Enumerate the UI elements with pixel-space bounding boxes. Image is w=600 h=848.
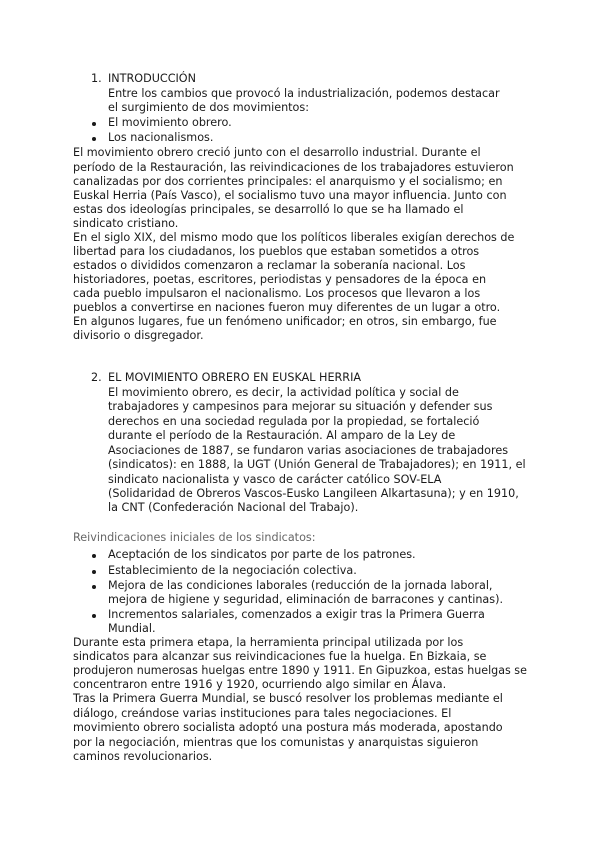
paragraph-line: libertad para los ciudadanos, los pueblos que estaban sometidos a otros — [73, 245, 480, 258]
bullet-item-continued: mejora de higiene y seguridad, eliminación de barracones y cantinas). — [108, 593, 504, 606]
bullet-dot — [92, 137, 96, 141]
paragraph-line: trabajadores y campesinos para mejorar su situación y defender sus — [108, 400, 493, 413]
paragraph-line: El movimiento obrero creció junto con el desarrollo industrial. Durante el — [73, 146, 481, 159]
paragraph-line: (Solidaridad de Obreros Vascos-Eusko Langileen Alkartasuna); y en 1910, — [108, 487, 519, 500]
paragraph-line: produjeron numerosas huelgas entre 1890 y 1911. En Gipuzkoa, estas huelgas se — [73, 664, 527, 677]
paragraph-line: Tras la Primera Guerra Mundial, se buscó resolver los problemas mediante el — [73, 692, 503, 705]
paragraph-line: período de la Restauración, las reivindicaciones de los trabajadores estuvieron — [73, 161, 514, 174]
paragraph-line: estas dos ideologías principales, se desarrolló lo que se ha llamado el — [73, 203, 464, 216]
bullet-dot — [92, 122, 96, 126]
paragraph-line: por la negociación, mientras que los comunistas y anarquistas siguieron — [73, 736, 479, 749]
paragraph-line: diálogo, creándose varias instituciones para tales negociaciones. El — [73, 707, 452, 720]
paragraph-line: sindicato nacionalista y vasco de carácter católico SOV-ELA — [108, 473, 442, 486]
paragraph-line: El movimiento obrero, es decir, la actividad política y social de — [108, 386, 459, 399]
paragraph-line: derechos en una sociedad regulada por la propiedad, se fortaleció — [108, 415, 480, 428]
section-1-heading: INTRODUCCIÓN — [108, 72, 196, 85]
paragraph-line: Euskal Herria (País Vasco), el socialismo tuvo una mayor influencia. Junto con — [73, 189, 507, 202]
paragraph-line: sindicatos para alcanzar sus reivindicaciones fue la huelga. En Bizkaia, se — [73, 650, 487, 663]
paragraph-line: durante el período de la Restauración. Al amparo de la Ley de — [108, 429, 456, 442]
section-1-number: 1. — [91, 72, 102, 85]
paragraph-line: movimiento obrero socialista adoptó una postura más moderada, apostando — [73, 721, 503, 734]
bullet-item: Mejora de las condiciones laborales (reducción de la jornada laboral, — [108, 579, 493, 592]
bullet-dot — [92, 585, 96, 589]
paragraph-line: concentraron entre 1916 y 1920, ocurriendo algo similar en Álava. — [73, 678, 447, 691]
bullet-item: Incrementos salariales, comenzados a exigir tras la Primera Guerra — [108, 608, 485, 621]
bullet-dot — [92, 554, 96, 558]
paragraph-line: sindicato cristiano. — [73, 217, 179, 230]
paragraph-line: pueblos a convertirse en naciones fueron muy diferentes de un lugar a otro. — [73, 301, 501, 314]
paragraph-line: En el siglo XIX, del mismo modo que los políticos liberales exigían derechos de — [73, 231, 515, 244]
paragraph-line: cada pueblo impulsaron el nacionalismo. Los procesos que llevaron a los — [73, 287, 481, 300]
intro-line: el surgimiento de dos movimientos: — [108, 101, 309, 114]
bullet-item-continued: Mundial. — [108, 622, 156, 635]
paragraph-line: historiadores, poetas, escritores, periodistas y pensadores de la época en — [73, 273, 487, 286]
bullet-dot — [92, 614, 96, 618]
bullet-item: Aceptación de los sindicatos por parte de los patrones. — [108, 548, 416, 561]
paragraph-line: divisorio o disgregador. — [73, 329, 204, 342]
bullet-item: Establecimiento de la negociación colectiva. — [108, 564, 357, 577]
bullet-item: Los nacionalismos. — [108, 131, 214, 144]
paragraph-line: estados o divididos comenzaron a reclamar la soberanía nacional. Los — [73, 259, 466, 272]
section-2-number: 2. — [91, 371, 102, 384]
paragraph-line: En algunos lugares, fue un fenómeno unificador; en otros, sin embargo, fue — [73, 315, 497, 328]
section-2-heading: EL MOVIMIENTO OBRERO EN EUSKAL HERRIA — [108, 371, 362, 384]
paragraph-line: Asociaciones de 1887, se fundaron varias asociaciones de trabajadores — [108, 444, 509, 457]
paragraph-line: caminos revolucionarios. — [73, 750, 213, 763]
subheading: Reivindicaciones iniciales de los sindicatos: — [73, 531, 316, 544]
bullet-dot — [92, 570, 96, 574]
paragraph-line: la CNT (Confederación Nacional del Trabajo). — [108, 501, 359, 514]
bullet-item: El movimiento obrero. — [108, 116, 232, 129]
paragraph-line: (sindicatos): en 1888, la UGT (Unión General de Trabajadores); en 1911, el — [108, 458, 526, 471]
paragraph-line: canalizadas por dos corrientes principales: el anarquismo y el socialismo; en — [73, 175, 503, 188]
paragraph-line: Durante esta primera etapa, la herramienta principal utilizada por los — [73, 636, 464, 649]
intro-line: Entre los cambios que provocó la industrialización, podemos destacar — [108, 87, 500, 100]
